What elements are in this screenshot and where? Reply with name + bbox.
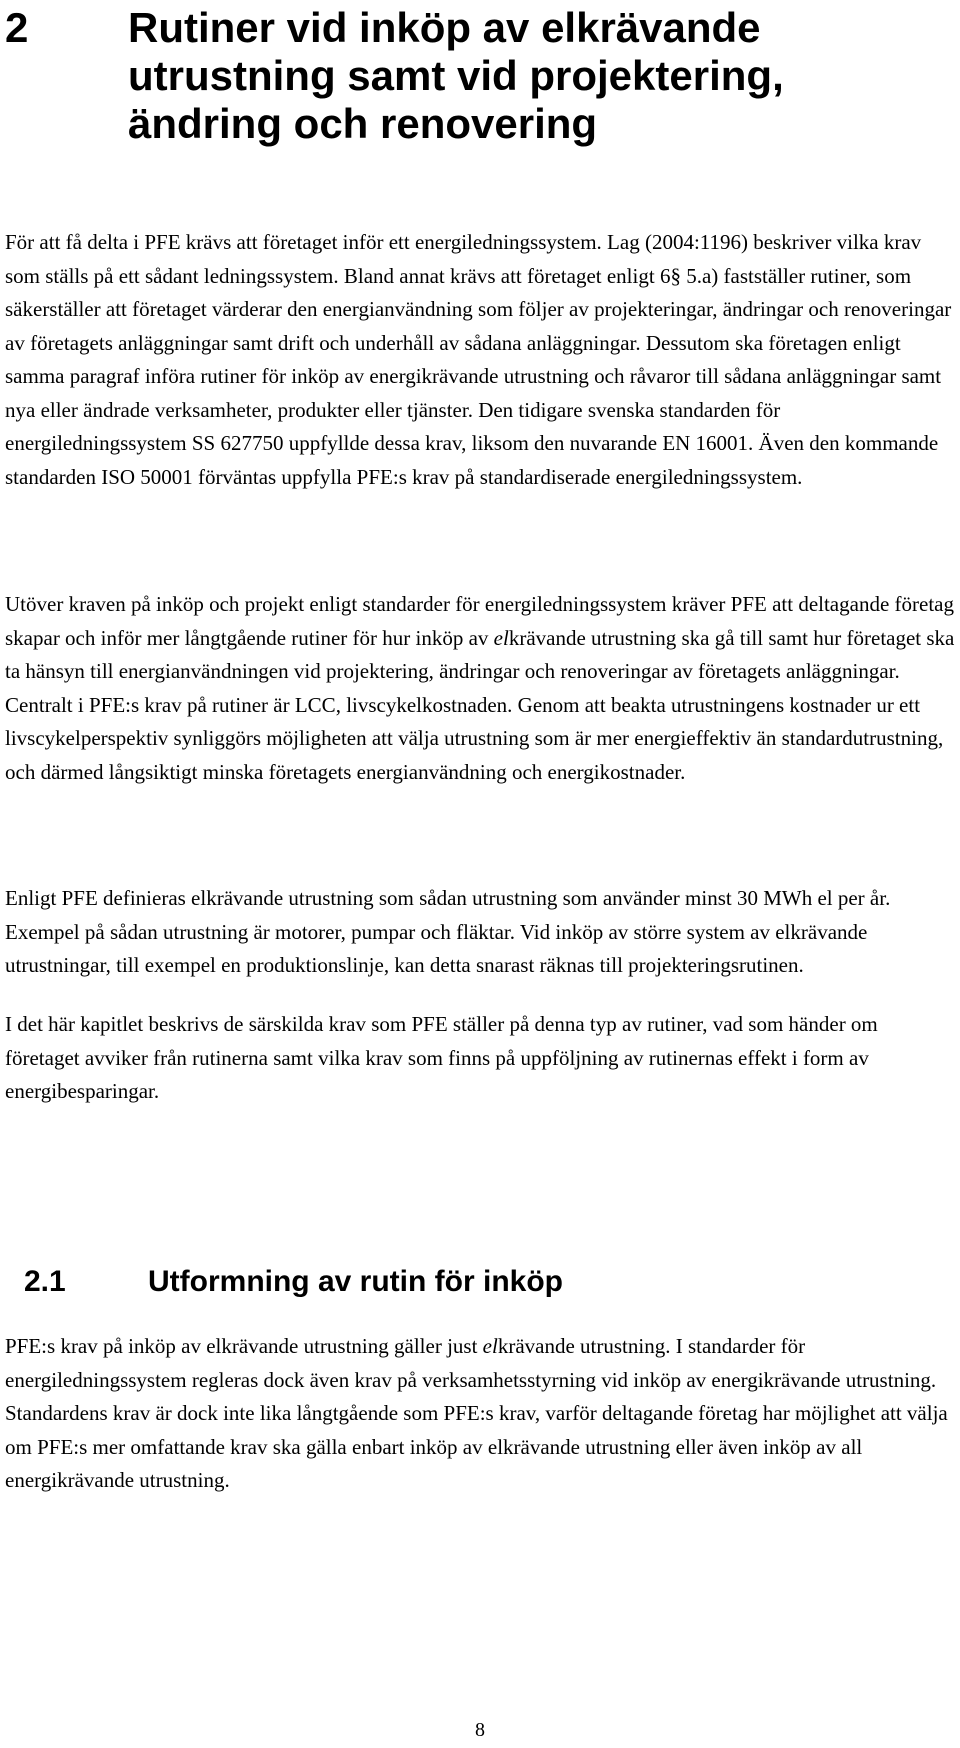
section-title: Utformning av rutin för inköp	[148, 1265, 563, 1298]
paragraph-purchasing	[5, 1330, 955, 1498]
paragraph-routines-part2: krävande utrustning ska gå till samt hur företaget ska ta hänsyn till energianvändningen vid projektering, ändringar och renoveringar av företagets anläggningar. Centralt i PFE:s krav på rutiner är LCC, livscykelkostnaden. Genom att beakta utrustningens kostnader ur ett livscykelperspektiv synliggörs möjligheten att välja utrustning som är mer energieffektiv än standardutrustning, och därmed långsiktigt minska företagets energianvändning och energikostnader.	[5, 625, 955, 784]
paragraph-purchasing-part2: krävande utrustning. I standarder för energiledningssystem regleras dock även krav på verksamhetsstyrning vid inköp av energikrävande utrustning. Standardens krav är dock inte lika långtgående som PFE:s krav, varför deltagande företag har möjlighet att välja om PFE:s mer omfattande krav ska gälla enbart inköp av elkrävande utrustning eller även inköp av all energikrävande utrustning.	[5, 1334, 948, 1492]
page-number: 8	[475, 1719, 485, 1741]
paragraph-chapter-overview: I det här kapitlet beskrivs de särskilda krav som PFE ställer på denna typ av rutiner, vad som händer om företaget avviker från rutinerna samt vilka krav som finns på uppföljning av rutinernas effekt i form av energibesparingar.	[5, 1012, 878, 1103]
paragraph-definition: Enligt PFE definieras elkrävande utrustning som sådan utrustning som använder minst 30 MWh el per år. Exempel på sådan utrustning är motorer, pumpar och fläktar. Vid inköp av större system av elkrävande utrustningar, till exempel en produktionslinje, kan detta snarast räknas till projekteringsrutinen.	[5, 886, 891, 977]
paragraph-routines-part1: Utöver kraven på inköp och projekt enligt standarder för energiledningssystem kräver PFE att deltagande företag skapar och inför mer långtgående rutiner för hur inköp av	[5, 592, 954, 650]
chapter-heading	[0, 0, 960, 170]
chapter-number: 2	[5, 4, 29, 51]
paragraph-intro: För att få delta i PFE krävs att företaget inför ett energiledningssystem. Lag (2004:1196) beskriver vilka krav som ställs på ett sådant ledningssystem. Bland annat krävs att företaget enligt 6§ 5.a) fastställer rutiner, som säkerställer att företaget värderar den energianvändning som följer av projekteringar, ändringar och renoveringar av företagets anläggningar samt drift och underhåll av sådana anläggningar. Dessutom ska företagen enligt samma paragraf införa rutiner för inköp av energikrävande utrustning och råvaror till sådana anläggningar samt nya eller ändrade verksamheter, produkter eller tjänster. Den tidigare svenska standarden för energiledningssystem SS 627750 uppfyllde dessa krav, liksom den nuvarande EN 16001. Även den kommande standarden ISO 50001 förväntas uppfylla PFE:s krav på standardiserade energiledningssystem.	[5, 230, 952, 489]
emphasis-el: el	[493, 625, 509, 650]
emphasis-el-2: el	[482, 1334, 498, 1358]
paragraph-purchasing-part1: PFE:s krav på inköp av elkrävande utrustning gäller just	[5, 1334, 483, 1358]
paragraph-routines	[5, 588, 955, 789]
chapter-title: Rutiner vid inköp av elkrävande utrustning samt vid projektering, ändring och renovering	[128, 4, 784, 147]
section-heading	[0, 1264, 960, 1304]
section-number: 2.1	[24, 1265, 66, 1298]
